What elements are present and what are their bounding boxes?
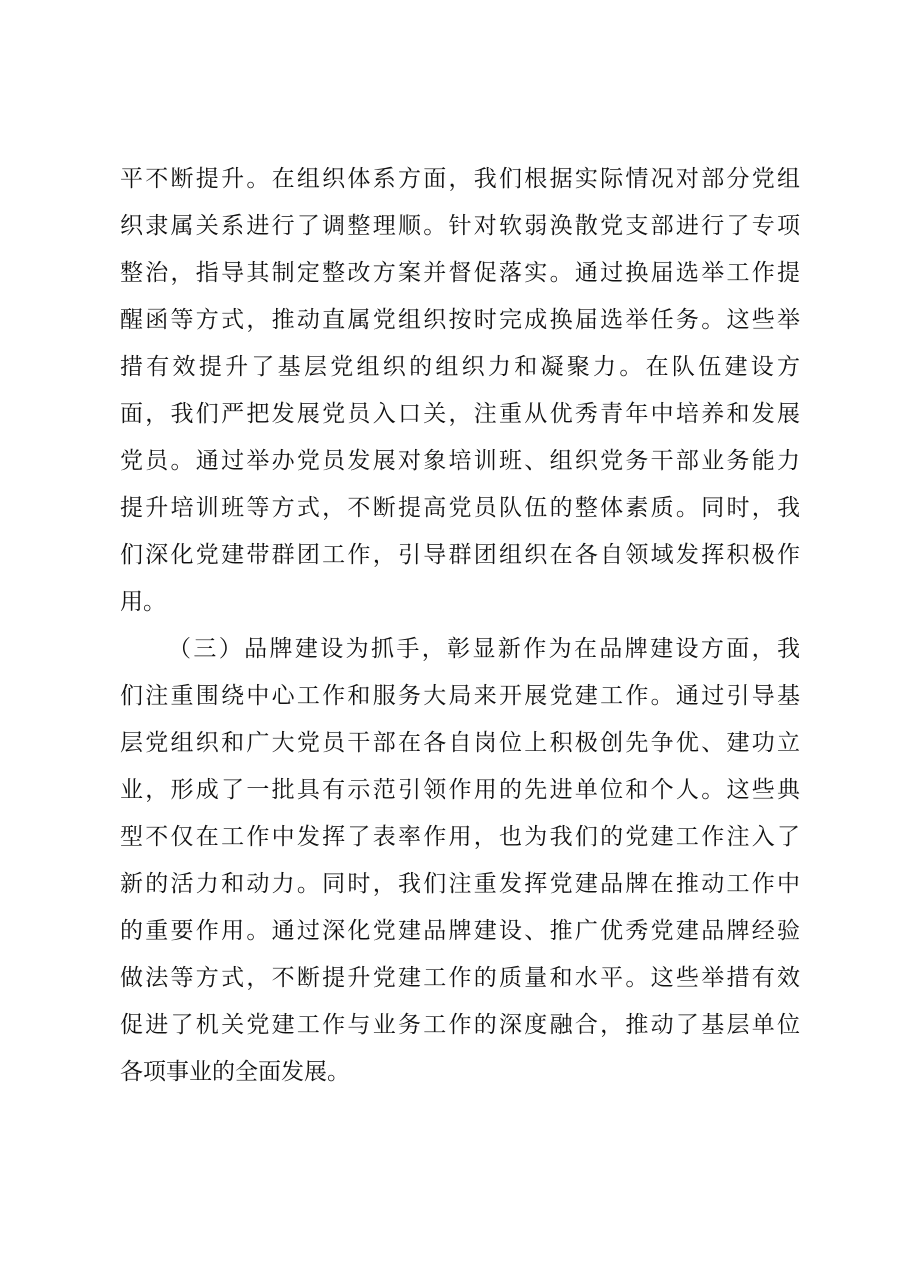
text-line: 各项事业的全面发展。 xyxy=(120,1059,350,1085)
text-line: 做法等方式，不断提升党建工作的质量和水平。这些举措有效 xyxy=(120,965,800,991)
text-line: 新的活力和动力。同时，我们注重发挥党建品牌在推动工作中 xyxy=(120,871,800,897)
text-line: 平不断提升。在组织体系方面，我们根据实际情况对部分党组 xyxy=(120,166,800,192)
text-line: 党员。通过举办党员发展对象培训班、组织党务干部业务能力 xyxy=(120,448,800,474)
text-line: 整治，指导其制定整改方案并督促落实。通过换届选举工作提 xyxy=(120,260,800,286)
text-line: 型不仅在工作中发挥了表率作用，也为我们的党建工作注入了 xyxy=(120,824,800,850)
text-line: 提升培训班等方式，不断提高党员队伍的整体素质。同时，我 xyxy=(120,495,800,521)
text-line: 面，我们严把发展党员入口关，注重从优秀青年中培养和发展 xyxy=(120,401,800,427)
text-line: 的重要作用。通过深化党建品牌建设、推广优秀党建品牌经验 xyxy=(120,918,800,944)
text-line: 用。 xyxy=(120,589,166,615)
text-line: 醒函等方式，推动直属党组织按时完成换届选举任务。这些举 xyxy=(120,307,800,333)
text-line: 层党组织和广大党员干部在各自岗位上积极创先争优、建功立 xyxy=(120,730,800,756)
section-heading-line: （三）品牌建设为抓手，彰显新作为在品牌建设方面，我 xyxy=(168,636,800,662)
text-line: 们深化党建带群团工作，引导群团组织在各自领域发挥积极作 xyxy=(120,542,800,568)
text-line: 织隶属关系进行了调整理顺。针对软弱涣散党支部进行了专项 xyxy=(120,213,800,239)
text-line: 业，形成了一批具有示范引领作用的先进单位和个人。这些典 xyxy=(120,777,800,803)
text-line: 促进了机关党建工作与业务工作的深度融合，推动了基层单位 xyxy=(120,1012,800,1038)
text-line: 们注重围绕中心工作和服务大局来开展党建工作。通过引导基 xyxy=(120,683,800,709)
text-line: 措有效提升了基层党组织的组织力和凝聚力。在队伍建设方 xyxy=(120,354,800,380)
